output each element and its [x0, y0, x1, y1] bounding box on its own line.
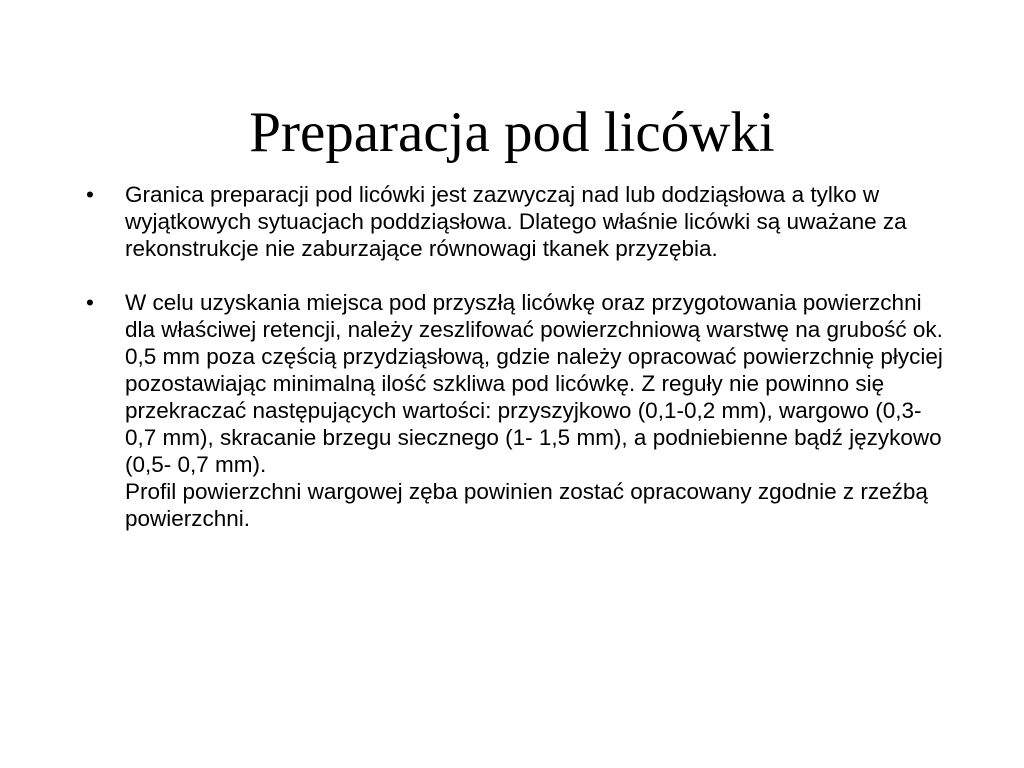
bullet-icon: • [86, 182, 94, 207]
bullet-item [82, 289, 952, 532]
bullet-paragraph: Granica preparacji pod licówki jest zazwyczaj nad lub dodziąsłowa a tylko w wyjątkowych sytuacjach poddziąsłowa. Dlatego właśnie licówki są uważane za rekonstrukcje nie zaburzające równowagi tkanek przyzębia. [125, 182, 907, 261]
bullet-list [82, 181, 952, 532]
bullet-icon: • [86, 290, 94, 315]
bullet-text [125, 289, 952, 532]
bullet-paragraph: W celu uzyskania miejsca pod przyszłą licówkę oraz przygotowania powierzchni dla właściwej retencji, należy zeszlifować powierzchniową warstwę na grubość ok. 0,5 mm poza częścią przydziąsłową, gdzie należy opracować powierzchnię płyciej pozostawiając minimalną ilość szkliwa pod licówkę. Z reguły nie powinno się przekraczać następujących wartości: przyszyjkowo (0,1-0,2 mm), wargowo (0,3- 0,7 mm), skracanie brzegu siecznego (1- 1,5 mm), a podniebienne bądź językowo (0,5- 0,7 mm). [125, 290, 943, 477]
bullet-item [82, 181, 952, 262]
slide-title: Preparacja pod licówki [249, 101, 775, 164]
bullet-text [125, 181, 952, 262]
bullet-paragraph: Profil powierzchni wargowej zęba powinien zostać opracowany zgodnie z rzeźbą powierzchni. [125, 479, 928, 531]
